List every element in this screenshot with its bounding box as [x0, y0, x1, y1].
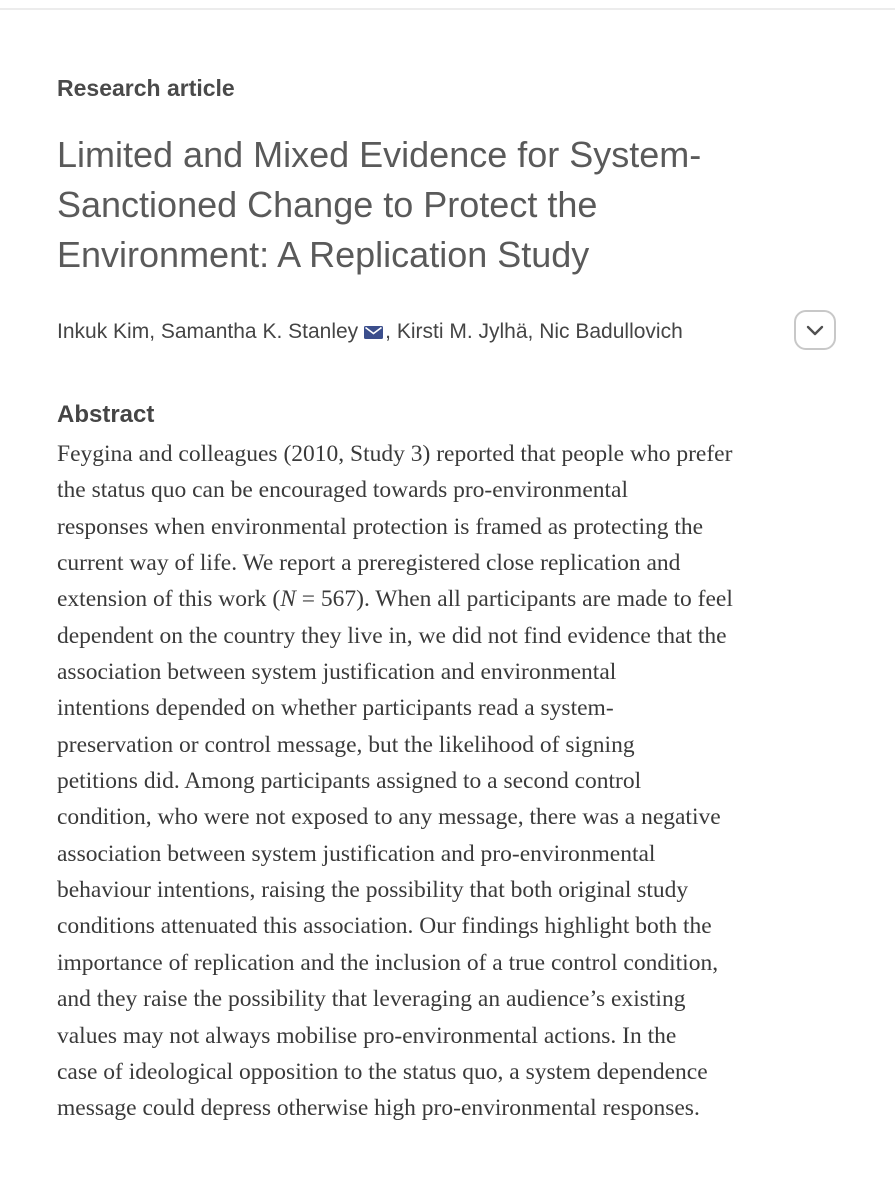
author-list	[57, 317, 683, 347]
author-name[interactable]: Kirsti M. Jylhä	[396, 320, 528, 343]
sample-size-symbol: N	[280, 586, 296, 613]
abstract-line: conditions attenuated this association. Our findings highlight both the	[57, 913, 712, 940]
chevron-down-icon	[806, 325, 824, 336]
abstract-line: responses when environmental protection is framed as protecting the	[57, 513, 704, 540]
author-name[interactable]: Nic Badullovich	[539, 320, 683, 343]
abstract-line: petitions did. Among participants assigned to a second control	[57, 768, 642, 795]
top-divider	[0, 8, 895, 10]
author-name[interactable]: Samantha K. Stanley	[160, 320, 359, 343]
abstract-line: preservation or control message, but the likelihood of signing	[57, 731, 635, 758]
abstract-text-fragment: = 567). When all participants are made to feel	[295, 586, 733, 613]
abstract-text-fragment: extension of this work (	[57, 586, 281, 613]
abstract-line: dependent on the country they live in, we did not find evidence that the	[57, 622, 727, 649]
abstract-line: values may not always mobilise pro-environmental actions. In the	[57, 1022, 677, 1049]
abstract-line: and they raise the possibility that leveraging an audience’s existing	[57, 986, 686, 1013]
author-name[interactable]: Inkuk Kim	[57, 320, 150, 343]
abstract-line: Feygina and colleagues (2010, Study 3) reported that people who prefer	[57, 441, 733, 467]
author-separator: ,	[527, 320, 540, 343]
title-line: Sanctioned Change to Protect the	[57, 184, 598, 225]
title-line: Environment: A Replication Study	[57, 234, 590, 275]
abstract-line: importance of replication and the inclusion of a true control condition,	[57, 949, 719, 976]
abstract-heading: Abstract	[57, 401, 155, 428]
abstract-line: the status quo can be encouraged towards pro-environmental	[57, 477, 628, 504]
abstract-body	[57, 436, 847, 1127]
abstract-line: intentions depended on whether participants read a system-	[57, 695, 614, 722]
mail-icon[interactable]	[364, 326, 383, 339]
expand-authors-button[interactable]	[794, 310, 836, 350]
article-title	[57, 130, 717, 280]
author-separator: ,	[149, 320, 161, 343]
authors-row	[57, 310, 847, 354]
abstract-line: condition, who were not exposed to any message, there was a negative	[57, 804, 721, 831]
abstract-line: current way of life. We report a preregistered close replication and	[57, 550, 681, 577]
article-type-label: Research article	[57, 75, 235, 101]
author-separator: ,	[385, 320, 397, 343]
abstract-line: case of ideological opposition to the status quo, a system dependence	[57, 1058, 708, 1085]
title-line: Limited and Mixed Evidence for System-	[57, 134, 702, 175]
abstract-line: message could depress otherwise high pro-environmental responses.	[57, 1095, 700, 1122]
article-header	[57, 70, 847, 1127]
abstract-line: behaviour intentions, raising the possibility that both original study	[57, 877, 689, 904]
abstract-line	[57, 581, 847, 617]
abstract-line: association between system justification and pro-environmental	[57, 840, 656, 867]
abstract-line: association between system justification and environmental	[57, 659, 617, 686]
